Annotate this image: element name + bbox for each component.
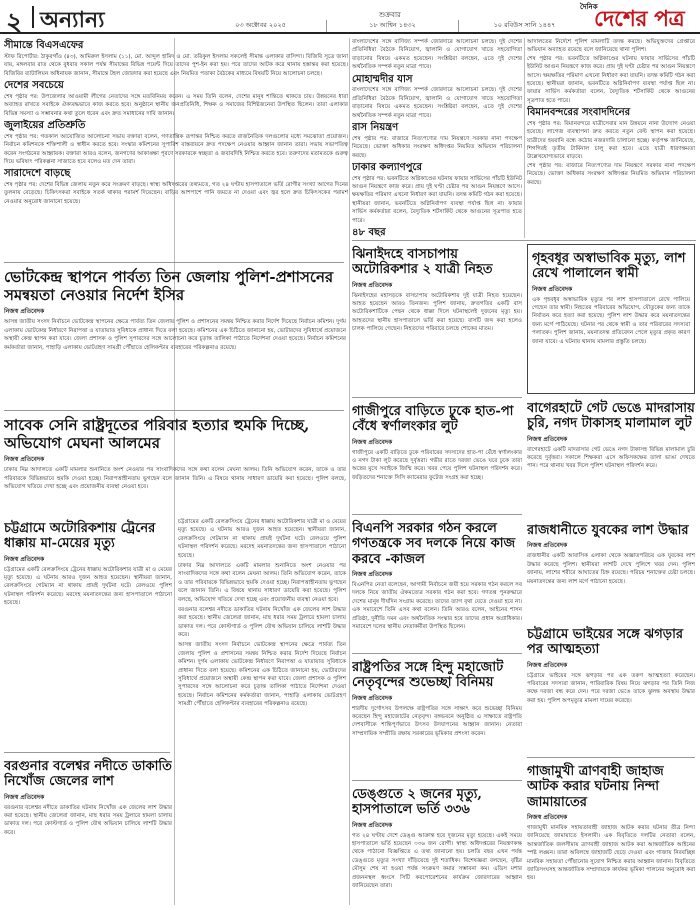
- date-gregorian: ০৩ অক্টোবর ২০২৫: [235, 21, 286, 29]
- headline: বিএনপি সরকার গঠন করলে গণতন্ত্রকে সব দলকে নিয়ে কাজ করবে -কাজল: [352, 521, 516, 567]
- article-suicide: [527, 624, 695, 754]
- article-body: শারদীয় দুর্গোৎসব উপলক্ষে রাষ্ট্রপতির সঙ্গে সাক্ষাৎ করে শুভেচ্ছা বিনিময় করেছেন হিন্দু মহাজোটের নেতৃবৃন্দ। বঙ্গভবনে অনুষ্ঠিত এ সাক্ষাতে রাষ্ট্রপতি দেশবাসীকে শান্তিপূর্ণভাবে উৎসব উদযাপনের আহ্বান জানান। নেতারা সাম্প্রদায়িক সম্প্রীতি রক্ষায় সরকারের ভূমিকার প্রশংসা করেন।: [352, 705, 522, 737]
- headline: গাজীপুরে বাড়িতে ঢুকে হাত-পা বেঁধে স্বর্ণালংকার লুট: [352, 404, 514, 435]
- weekday: শুক্রবার: [379, 11, 401, 19]
- headline: ডেঙ্গুতে ২ জনের মৃত্যু, হাসপাতালে ভর্তি ৩৩৬: [352, 787, 482, 818]
- headline: চট্টগ্রামে অটোরিকশায় ট্রেনের ধাক্কায় মা-মেয়ের মৃত্যু: [4, 521, 156, 552]
- headline: মোহাম্মদীর যাস: [352, 73, 413, 85]
- section-rule: [352, 240, 696, 241]
- article-gazipur: [352, 401, 522, 511]
- article-body: চট্টগ্রামের একটি রেলক্রসিংয়ে ট্রেনের ধাক্কায় অটোরিকশার যাত্রী মা ও মেয়ের মৃত্যু হয়েছে। এ ঘটনায় আরও দুজন আহত হয়েছেন। স্থানীয়রা জানান, রেলক্রসিংয়ে গেটম্যান না থাকায় প্রায়ই দুর্ঘটনা ঘটে। রেলওয়ে পুলিশ ঘটনাস্থল পরিদর্শন করেছে। মরদেহ ময়নাতদন্তের জন্য হাসপাতালে পাঠানো হয়েছে।: [4, 566, 172, 607]
- article-body: এক গৃহবধূর অস্বাভাবিক মৃত্যুর পর লাশ হাসপাতালে রেখে পালিয়ে গেছেন তার স্বামী। নিহতের পরিবারের অভিযোগ, যৌতুকের জন্য তাকে নির্যাতন করে হত্যা করা হয়েছে। পুলিশ লাশ উদ্ধার করে ময়নাতদন্তের জন্য মর্গে পাঠিয়েছে। ঘটনার পর থেকে স্বামী ও তার পরিবারের সদস্যরা পলাতক। পুলিশ জানায়, ময়নাতদন্ত প্রতিবেদন পেলে মৃত্যুর প্রকৃত কারণ জানা যাবে। এ ঘটনায় থানায় মামলার প্রস্তুতি চলছে।: [532, 296, 690, 345]
- center-top-block: [352, 38, 522, 238]
- article-body: বিএনপির নেতা বলেছেন, আগামী নির্বাচনে জয়ী হয়ে সরকার গঠন করলে সব দলকে নিয়ে জাতীয় ঐকমত্যের সরকার গঠন করা হবে। গণতন্ত্র পুনরুদ্ধারে দেশের মানুষ দীর্ঘদিন সংগ্রাম করেছে। তাদের ত্যাগ বৃথা যেতে দেওয়া হবে না। এক সমাবেশে তিনি এসব কথা বলেন। তিনি আরও বলেন, আইনের শাসন প্রতিষ্ঠা, দুর্নীতি দমন এবং অর্থনৈতিক সংস্কার হবে তাদের প্রধান অগ্রাধিকার। সমাবেশে দলের স্থানীয় নেতাকর্মীরা উপস্থিত ছিলেন।: [352, 581, 522, 630]
- headline: বরগুনার বলেশ্বর নদীতে ডাকাতি নিখোঁজ জেলের লাশ: [4, 759, 172, 790]
- byline: নিজস্ব প্রতিবেদক: [527, 542, 568, 550]
- article-dengue: [352, 784, 522, 906]
- article-body: চট্টগ্রামে ভাইয়ের সঙ্গে ঝগড়ার পর এক তরুণ আত্মহত্যা করেছেন। পরিবারের সদস্যরা জানান, পারিবারিক বিষয় নিয়ে ঝগড়ার পর তিনি নিজ কক্ষে দরজা বন্ধ করে দেন। পরে দরজা ভেঙে তাকে ঝুলন্ত অবস্থায় উদ্ধার করা হয়। পুলিশ অপমৃত্যুর মামলা দায়ের করেছে।: [527, 672, 695, 704]
- headline: ঝিনাইদহে বাসচাপায় অটোরিকশার ২ যাত্রী নিহত: [352, 247, 493, 278]
- masthead: [0, 0, 700, 38]
- article-body: বাংলাদেশের সঙ্গে বাণিজ্য সম্পর্ক জোরদারে আলোচনা চলছে। দুই দেশের প্রতিনিধিরা বৈঠকে বিনিয়োগ, জ্বালানি ও যোগাযোগ খাতে সহযোগিতা বাড়ানোর বিষয়ে একমত হয়েছেন। সংশ্লিষ্টরা বলছেন, এতে দুই দেশের অর্থনৈতিক সম্পর্ক নতুন মাত্রা পাবে।: [352, 87, 522, 119]
- byline: নিজস্ব প্রতিবেদক: [527, 435, 568, 443]
- article-body: শেষ পৃষ্ঠার পর: গতকাল আয়োজিত আলোচনা সভায় বক্তারা বলেন, গণতান্ত্রিক রূপান্তর নিশ্চিত করতে রাজনৈতিক দলগুলোর মধ্যে সমঝোতা প্রয়োজন। নির্বাচন কমিশনকে শক্তিশালী ও স্বাধীন করতে হবে। সংস্কার কমিশনের সুপারিশ বাস্তবায়নে দ্রুত পদক্ষেপ নেওয়ার আহ্বান জানান তারা। সভায় সভাপতিত্ব করেন সংগঠনের আহ্বায়ক। বক্তারা আরও বলেন, জনগণের আকাঙ্ক্ষা পূরণে সরকারকে স্বচ্ছতা ও জবাবদিহি নিশ্চিত করতে হবে। তরুণদের মতামতকে গুরুত্ব দিয়ে ভবিষ্যৎ পরিকল্পনা সাজাতে হবে বলেও মত দেন তারা।: [4, 133, 348, 165]
- headline: রাষ্ট্রপতির সঙ্গে হিন্দু মহাজোট নেতৃবৃন্দের শুভেচ্ছা বিনিময়: [352, 660, 504, 691]
- byline: নিজস্ব প্রতিবেদক: [352, 281, 393, 289]
- byline: নিজস্ব প্রতিবেদক: [4, 456, 45, 464]
- section-title: অন্যান্য: [40, 7, 105, 33]
- article-body: আসন্ন জাতীয় সংসদ নির্বাচনে ভোটকেন্দ্র স্থাপনের ক্ষেত্রে পার্বত্য তিন জেলায় পুলিশ ও প্রশাসনের সমন্বয় নিশ্চিত করার নির্দেশ দিয়েছে নির্বাচন কমিশন। দুর্গম এলাকায় ভোটকেন্দ্র নির্ধারণে নিরাপত্তা ও যাতায়াত সুবিধাকে প্রাধান্য দিতে বলা হয়েছে। কমিশনের এক চিঠিতে জানানো হয়, ভোটারদের সুবিধার্থে প্রয়োজনে অস্থায়ী কেন্দ্র স্থাপন করা যাবে। জেলা প্রশাসক ও পুলিশ সুপারদের সঙ্গে আলোচনা করে চূড়ান্ত তালিকা পাঠাতে নির্দেশনা দেওয়া হয়েছে। নির্বাচন কমিশনের কর্মকর্তারা জানান, পাহাড়ি এলাকায় ভোটগ্রহণ সামগ্রী পৌঁছাতে হেলিকপ্টার ব্যবহারের পরিকল্পনাও রয়েছে।: [178, 642, 346, 708]
- article-body: বরগুনার বলেশ্বর নদীতে ডাকাতির ঘটনায় নিখোঁজ এক জেলের লাশ উদ্ধার করা হয়েছে। স্থানীয় জেলেরা জানান, মাছ ধরার সময় ট্রলারে হামলা চালায় ডাকাত দল। পরে কোস্টগার্ড ও পুলিশ যৌথ অভিযান চালিয়ে লাশটি উদ্ধার করে।: [178, 606, 346, 639]
- article-body: ঢাকার নিম্ন আদালতে একটি মামলার শুনানিতে অংশ নেওয়ার পর সাংবাদিকদের সঙ্গে কথা বলেন মেঘনা আলম। তিনি অভিযোগ করেন, তাকে ও তার পরিবারকে বিভিন্নভাবে হুমকি দেওয়া হচ্ছে। নিরাপত্তাহীনতায় ভুগছেন বলে জানান তিনি। এ বিষয়ে থানায় সাধারণ ডায়েরি করা হয়েছে। পুলিশ বলছে, অভিযোগ খতিয়ে দেখা হচ্ছে এবং প্রয়োজনীয় ব্যবস্থা নেওয়া হবে।: [178, 562, 346, 603]
- byline: নিজস্ব প্রতিবেদক: [352, 821, 393, 829]
- masthead-divider: [32, 6, 34, 28]
- byline: নিজস্ব প্রতিবেদক: [4, 308, 45, 316]
- section-rule: [527, 757, 695, 758]
- article-body: চট্টগ্রামের একটি রেলক্রসিংয়ে ট্রেনের ধাক্কায় অটোরিকশার যাত্রী মা ও মেয়ের মৃত্যু হয়েছে। এ ঘটনায় আরও দুজন আহত হয়েছেন। স্থানীয়রা জানান, রেলক্রসিংয়ে গেটম্যান না থাকায় প্রায়ই দুর্ঘটনা ঘটে। রেলওয়ে পুলিশ ঘটনাস্থল পরিদর্শন করেছে। মরদেহ ময়নাতদন্তের জন্য হাসপাতালে পাঠানো হয়েছে।: [178, 519, 346, 559]
- section-rule: [352, 514, 522, 515]
- headline: ৪৮ বছর: [352, 227, 386, 238]
- article-bagerhat: [527, 398, 695, 516]
- article-body: রাজধানীর একটি আবাসিক এলাকা থেকে অজ্ঞাতপরিচয় এক যুবকের লাশ উদ্ধার করেছে পুলিশ। স্থানীয়রা লাশটি দেখে পুলিশে খবর দেন। পুলিশ জানায়, লাশের শরীরে আঘাতের চিহ্ন রয়েছে। পরিচয় শনাক্তের চেষ্টা চলছে। ময়নাতদন্তের জন্য লাশ মর্গে পাঠানো হয়েছে।: [527, 553, 695, 585]
- headline: দেশের সবচেয়ে: [4, 79, 64, 91]
- article-body: বাংলাদেশের সঙ্গে বাণিজ্য সম্পর্ক জোরদারে আলোচনা চলছে। দুই দেশের প্রতিনিধিরা বৈঠকে বিনিয়োগ, জ্বালানি ও যোগাযোগ খাতে সহযোগিতা বাড়ানোর বিষয়ে একমত হয়েছেন। সংশ্লিষ্টরা বলছেন, এতে দুই দেশের অর্থনৈতিক সম্পর্ক নতুন মাত্রা পাবে।: [352, 39, 522, 71]
- article-gaza: [527, 761, 695, 906]
- article-train: [4, 518, 172, 748]
- newspaper-logo: [580, 1, 692, 31]
- section-rule: [4, 410, 344, 411]
- article-body: গাজামুখী মানবিক সহায়তাবাহী জাহাজ আটক করার ঘটনার তীব্র নিন্দা জানিয়েছে জামায়াতে ইসলামী। এক বিবৃতিতে দলটির নেতারা বলেন, আন্তর্জাতিক জলসীমায় ত্রাণবাহী জাহাজ আটক করা আন্তর্জাতিক আইনের স্পষ্ট লঙ্ঘন। তারা অবিলম্বে জাহাজটি ছেড়ে দেওয়া এবং গাজায় নিরবচ্ছিন্ন মানবিক সহায়তা পৌঁছানোর সুযোগ নিশ্চিত করার আহ্বান জানান। বিবৃতিতে জাতিসংঘসহ আন্তর্জাতিক সম্প্রদায়কে কার্যকর ভূমিকা পালনের অনুরোধ করা হয়।: [527, 824, 695, 882]
- article-body: শেষ পৃষ্ঠার পর: বাজারে নিত্যপণ্যের দাম নিয়ন্ত্রণে সরকার নানা পদক্ষেপ নিয়েছে। ভোক্তা অধিকার সংরক্ষণ অধিদপ্তর নিয়মিত অভিযান পরিচালনা করছে।: [352, 135, 522, 159]
- article-meghna: [4, 414, 346, 514]
- headline: বিমানবন্দরের সংবাদদিনের: [527, 107, 631, 119]
- article: [4, 120, 348, 166]
- article-body: স্টাফ রিপোর্টার: ঠাকুরগাঁও (৪৩), আমিরুল ইসলাম (১১), মো. আব্দুল হামিদ ও মো. তরিকুল ইসলাম সকলেই সীমান্ত এলাকার বাসিন্দা। বিজিবি সূত্রে জানা যায়, মঙ্গলবার রাত থেকে বুধবার সকাল পর্যন্ত সীমান্তের বিভিন্ন পয়েন্ট দিয়ে তাদের পুশ-ইন করা হয়। পরে তাদের আটক করে থানায় হস্তান্তর করা হয়েছে। বিজিবির ব্যাটালিয়ন অধিনায়ক জানান, সীমান্তে টহল জোরদার করা হয়েছে এবং নিয়মিত পতাকা বৈঠকের মাধ্যমে বিষয়টি নিয়ে আলোচনা চলছে।: [4, 53, 348, 77]
- column-rule: [524, 38, 525, 238]
- article-body: বাগেরহাটে একটি মাদরাসার গেট ভেঙে নগদ টাকাসহ বিভিন্ন মালামাল চুরি করেছে দুর্বৃত্তরা। সকালে শিক্ষকরা এসে অফিসকক্ষের তালা ভাঙা দেখতে পান। পরে থানায় খবর দিলে পুলিশ ঘটনাস্থল পরিদর্শন করে।: [527, 446, 695, 470]
- logo-name: দেশের পত্র: [594, 6, 685, 32]
- byline: নিজস্ব প্রতিবেদক: [4, 793, 45, 801]
- article-president: [352, 657, 522, 777]
- article-body: শেষ পৃষ্ঠার পর: বাজারে নিত্যপণ্যের দাম নিয়ন্ত্রণে সরকার নানা পদক্ষেপ নিয়েছে। ভোক্তা অধিকার সংরক্ষণ অধিদপ্তর নিয়মিত অভিযান পরিচালনা করছে।: [527, 162, 695, 186]
- section-rule: [4, 262, 344, 263]
- article-body: ঝিনাইদহের মহাসড়কে বাসচাপায় অটোরিকশার দুই যাত্রী নিহত হয়েছেন। আহত হয়েছেন আরও তিনজন। পুলিশ জানায়, দ্রুতগতির একটি বাস অটোরিকশাটিকে পেছন থেকে ধাক্কা দিলে ঘটনাস্থলেই দুজনের মৃত্যু হয়। আহতদের স্থানীয় হাসপাতালে ভর্তি করা হয়েছে। বাসটি জব্দ করা হলেও চালক পালিয়ে গেছেন। নিহতদের পরিবারে চলছে শোকের মাতম।: [352, 292, 522, 333]
- byline: নিজস্ব প্রতিবেদক: [352, 438, 393, 446]
- headline: চট্টগ্রামে ভাইয়ের সঙ্গে ঝগড়ার পর আত্মহত্যা: [527, 627, 683, 658]
- article-body: শেষ পৃষ্ঠার পর: দেশের বিভিন্ন জেলায় নতুন করে সংক্রমণ বাড়ছে। স্বাস্থ্য অধিদপ্তরের তথ্যমতে, গত ২৪ ঘণ্টায় হাসপাতালে ভর্তি রোগীর সংখ্যা আগের দিনের তুলনায় বেড়েছে। চিকিৎসকরা সবাইকে সতর্ক থাকার পরামর্শ দিয়েছেন। বাড়ির আশপাশে পানি জমতে না দেওয়া এবং জ্বর হলে দ্রুত চিকিৎসকের পরামর্শ নেওয়ার অনুরোধ জানানো হয়েছে।: [4, 182, 348, 205]
- article: [4, 168, 348, 206]
- article-body: আসন্ন জাতীয় সংসদ নির্বাচনে ভোটকেন্দ্র স্থাপনের ক্ষেত্রে পার্বত্য তিন জেলায় পুলিশ ও প্রশাসনের সমন্বয় নিশ্চিত করার নির্দেশ দিয়েছে নির্বাচন কমিশন। দুর্গম এলাকায় ভোটকেন্দ্র নির্ধারণে নিরাপত্তা ও যাতায়াত সুবিধাকে প্রাধান্য দিতে বলা হয়েছে। কমিশনের এক চিঠিতে জানানো হয়, ভোটারদের সুবিধার্থে প্রয়োজনে অস্থায়ী কেন্দ্র স্থাপন করা যাবে। জেলা প্রশাসক ও পুলিশ সুপারদের সঙ্গে আলোচনা করে চূড়ান্ত তালিকা পাঠাতে নির্দেশনা দেওয়া হয়েছে। নির্বাচন কমিশনের কর্মকর্তারা জানান, পাহাড়ি এলাকায় ভোটগ্রহণ সামগ্রী পৌঁছাতে হেলিকপ্টার ব্যবহারের পরিকল্পনাও রয়েছে।: [4, 319, 346, 351]
- article-body: শেষ পৃষ্ঠার পর: ভবনটিতে অগ্নিকাণ্ডের ঘটনায় ফায়ার সার্ভিসের পাঁচটি ইউনিট আগুন নিয়ন্ত্রণে কাজ করে। প্রায় দুই ঘণ্টা চেষ্টার পর আগুন নিয়ন্ত্রণে আসে। ক্ষয়ক্ষতির পরিমাণ এখনো নির্ধারণ করা যায়নি। তদন্ত কমিটি গঠন করা হয়েছে। স্থানীয়রা জানান, ভবনটিতে অগ্নিনির্বাপণ ব্যবস্থা পর্যাপ্ত ছিল না। ফায়ার সার্ভিস কর্মকর্তারা বলেন, বৈদ্যুতিক শর্টসার্কিট থেকে আগুনের সূত্রপাত হতে পারে।: [527, 55, 695, 104]
- left-top-block: [4, 38, 348, 260]
- date-hijri: ১০ রবিউস সানি ১৪৪৭: [458, 20, 590, 32]
- left-continuation: [178, 518, 346, 906]
- article-barguna: [4, 756, 172, 906]
- article-jhenaidah: [352, 244, 522, 394]
- byline: নিজস্ব প্রতিবেদক: [352, 694, 393, 702]
- article-body: শেষ পৃষ্ঠার পর: বিমানবন্দরে যাত্রীসেবার মান উন্নয়নে নানা উদ্যোগ নেওয়া হয়েছে। লাগেজ ব্যবস্থাপনা দ্রুত করতে নতুন বেল্ট স্থাপন করা হয়েছে। যাত্রীদের হয়রানি বন্ধে কঠোর নজরদারি চালানো হচ্ছে। কর্তৃপক্ষ জানিয়েছে, শিগগিরই তৃতীয় টার্মিনাল চালু করা হবে। এতে যাত্রী ধারণক্ষমতা উল্লেখযোগ্যভাবে বাড়বে।: [527, 120, 695, 161]
- article-housewife: [527, 244, 695, 394]
- byline: নিজস্ব প্রতিবেদক: [4, 555, 45, 563]
- article-youth-body: [527, 520, 695, 620]
- article-body: বরগুনার বলেশ্বর নদীতে ডাকাতির ঘটনায় নিখোঁজ এক জেলের লাশ উদ্ধার করা হয়েছে। স্থানীয় জেলেরা জানান, মাছ ধরার সময় ট্রলারে হামলা চালায় ডাকাত দল। পরে কোস্টগার্ড ও পুলিশ যৌথ অভিযান চালিয়ে লাশটি উদ্ধার করে।: [4, 804, 172, 836]
- headline: রাস নিয়ন্ত্রণ: [352, 121, 399, 133]
- article-body: ঢাকার নিম্ন আদালতে একটি মামলার শুনানিতে অংশ নেওয়ার পর সাংবাদিকদের সঙ্গে কথা বলেন মেঘনা আলম। তিনি অভিযোগ করেন, তাকে ও তার পরিবারকে বিভিন্নভাবে হুমকি দেওয়া হচ্ছে। নিরাপত্তাহীনতায় ভুগছেন বলে জানান তিনি। এ বিষয়ে থানায় সাধারণ ডায়েরি করা হয়েছে। পুলিশ বলছে, অভিযোগ খতিয়ে দেখা হচ্ছে এবং প্রয়োজনীয় ব্যবস্থা নেওয়া হবে।: [4, 467, 346, 491]
- section-rule: [352, 780, 522, 781]
- article-bnp: [352, 518, 522, 650]
- headline: রাজধানীতে যুবকের লাশ উদ্ধার: [527, 523, 689, 538]
- section-rule: [352, 397, 522, 398]
- byline: নিজস্ব প্রতিবেদক: [352, 570, 393, 578]
- article-body: শেষ পৃষ্ঠার পর: ভবনটিতে অগ্নিকাণ্ডের ঘটনায় ফায়ার সার্ভিসের পাঁচটি ইউনিট আগুন নিয়ন্ত্রণে কাজ করে। প্রায় দুই ঘণ্টা চেষ্টার পর আগুন নিয়ন্ত্রণে আসে। ক্ষয়ক্ষতির পরিমাণ এখনো নির্ধারণ করা যায়নি। তদন্ত কমিটি গঠন করা হয়েছে। স্থানীয়রা জানান, ভবনটিতে অগ্নিনির্বাপণ ব্যবস্থা পর্যাপ্ত ছিল না। ফায়ার সার্ভিস কর্মকর্তারা বলেন, বৈদ্যুতিক শর্টসার্কিট থেকে আগুনের সূত্রপাত হতে পারে।: [352, 175, 522, 224]
- section-rule: [4, 752, 170, 753]
- section-rule: [352, 653, 522, 654]
- page-number: ২: [6, 8, 23, 38]
- byline: নিজস্ব প্রতিবেদক: [527, 661, 568, 669]
- headline: গাজামুখী ত্রাণবাহী জাহাজ আটক করার ঘটনায় নিন্দা জামায়াতের: [527, 764, 664, 810]
- headline: ঢাকার কল্যাণপুরে: [352, 161, 423, 173]
- headline: সীমান্তে বিএসএফের: [4, 40, 84, 51]
- headline: সাবেক সেনি রাষ্ট্রদূতের পরিবার হত্যার হুমকি দিচ্ছে, অভিযোগ মেঘনা আলমের: [4, 416, 310, 452]
- date-bangla: ১৮ আশ্বিন ১৪৩২: [326, 20, 458, 32]
- headline: বাগেরহাটে গেট ভেঙে মাদরাসায় চুরি, নগদ টাকাসহ মালামাল লুট: [527, 401, 695, 432]
- article: [4, 40, 348, 78]
- headline: গৃহবধূর অস্বাভাবিক মৃত্যু, লাশ রেখে পালালেন স্বামী: [532, 251, 686, 282]
- right-top-block: [527, 38, 695, 238]
- article: [4, 80, 348, 118]
- article-body: শেষ পৃষ্ঠার পর: উপজেলার আওয়ামী লীগের নেতাদের সঙ্গে মতবিনিময় করেন। এ সময় তিনি বলেন, দেশের মানুষ শান্তিতে থাকতে চায়। উন্নয়নের ধারা অব্যাহত রাখতে সবাইকে ঐক্যবদ্ধভাবে কাজ করতে হবে। অনুষ্ঠানে স্থানীয় জনপ্রতিনিধি, শিক্ষক ও সমাজের বিশিষ্টজনেরা উপস্থিত ছিলেন। তারা এলাকার বিভিন্ন সমস্যা ও সম্ভাবনার কথা তুলে ধরেন এবং দ্রুত সমাধানের দাবি জানান।: [4, 93, 348, 117]
- headline: জুলাইয়ের প্রতিশ্রুতি: [4, 119, 86, 131]
- date-strip: [195, 20, 590, 32]
- article-body: গাজীপুরে একটি বাড়িতে ঢুকে পরিবারের সদস্যদের হাত-পা বেঁধে স্বর্ণালংকার ও নগদ টাকা লুট করেছে দুর্বৃত্তরা। গভীর রাতে দরজা ভেঙে ঘরে ঢুকে তারা অস্ত্রের মুখে সবাইকে জিম্মি করে। খবর পেয়ে পুলিশ ঘটনাস্থল পরিদর্শন করে। জড়িতদের শনাক্তে সিসি ক্যামেরার ফুটেজ সংগ্রহ করা হচ্ছে।: [352, 449, 522, 481]
- byline: নিজস্ব প্রতিবেদক: [527, 813, 568, 821]
- headline: সারাদেশে বাড়ছে: [4, 168, 71, 180]
- byline: নিজস্ব প্রতিবেদক: [532, 285, 573, 293]
- column-rule: [349, 38, 350, 905]
- article-body: গত ২৪ ঘণ্টায় দেশে ডেঙ্গু আক্রান্ত হয়ে দুজনের মৃত্যু হয়েছে। একই সময়ে হাসপাতালে ভর্তি হয়েছেন ৩৩৬ জন রোগী। স্বাস্থ্য অধিদপ্তরের নিয়ন্ত্রণকক্ষ থেকে পাঠানো বিজ্ঞপ্তিতে এ তথ্য জানানো হয়। চলতি বছর এখন পর্যন্ত ডেঙ্গুতে মৃত্যুর সংখ্যা দাঁড়িয়েছে দুই শতাধিক। বিশেষজ্ঞরা বলছেন, বৃষ্টির মৌসুম শেষ না হওয়া পর্যন্ত সংক্রমণ কমার সম্ভাবনা কম। এডিস মশার প্রজননস্থল ধ্বংসে সিটি করপোরেশনের কার্যক্রম জোরদারের আহ্বান জানিয়েছেন তারা।: [352, 832, 522, 889]
- headline: ভোটকেন্দ্র স্থাপনে পার্বত্য তিন জেলায় পুলিশ-প্রশাসনের সমন্বয়তা নেওয়ার নির্দেশ ইসির: [4, 268, 334, 304]
- article-body: আদালতের নির্দেশে পুলিশ মামলাটি তদন্ত করছে। অভিযুক্তদের গ্রেপ্তারে অভিযান অব্যাহত রয়েছে বলে জানিয়েছে থানা পুলিশ।: [527, 39, 695, 54]
- logo-prefix: দৈনিক: [580, 3, 598, 11]
- article-election: [4, 266, 346, 408]
